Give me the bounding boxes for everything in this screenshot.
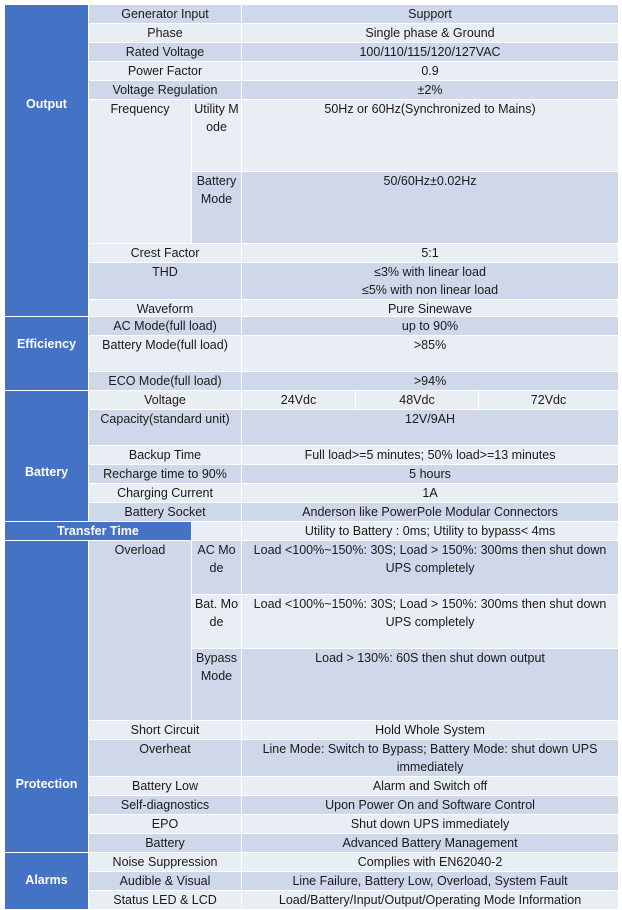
param-label: Capacity(standard unit) <box>89 410 242 446</box>
param-value: Pure Sinewave <box>242 300 619 319</box>
category-battery: Battery <box>5 391 89 522</box>
param-label: Charging Current <box>89 484 242 503</box>
param-label: Battery Mode(full load) <box>89 336 242 372</box>
param-label: Battery Low <box>89 777 242 796</box>
param-label: ECO Mode(full load) <box>89 372 242 391</box>
param-label: Overheat <box>89 740 242 777</box>
voltage-value-24: 24Vdc <box>242 391 356 410</box>
param-label: Waveform <box>89 300 242 319</box>
voltage-value-72: 72Vdc <box>479 391 619 410</box>
param-value: Full load>=5 minutes; 50% load>=13 minutes <box>242 446 619 465</box>
param-sublabel: Utility Mode <box>192 100 242 172</box>
param-label: Voltage Regulation <box>89 81 242 100</box>
category-efficiency: Efficiency <box>5 317 89 391</box>
category-protection: Protection <box>5 541 89 853</box>
thd-line-2: ≤5% with non linear load <box>361 283 499 297</box>
thd-line-1: ≤3% with linear load <box>374 265 486 279</box>
param-label: EPO <box>89 815 242 834</box>
param-label: Noise Suppression <box>89 853 242 872</box>
param-sublabel: Bypass Mode <box>192 649 242 721</box>
param-value: Upon Power On and Software Control <box>242 796 619 815</box>
param-label: Battery Socket <box>89 503 242 522</box>
param-label: Battery <box>89 834 242 853</box>
param-value: 50/60Hz±0.02Hz <box>242 172 619 244</box>
param-value: Utility to Battery : 0ms; Utility to bypass< 4ms <box>242 522 619 541</box>
param-value: Load <100%~150%: 30S; Load > 150%: 300ms then shut down UPS completely <box>242 595 619 649</box>
param-label: AC Mode(full load) <box>89 317 242 336</box>
param-label: Phase <box>89 24 242 43</box>
param-label: Short Circuit <box>89 721 242 740</box>
param-sublabel: AC Mode <box>192 541 242 595</box>
param-value: Load/Battery/Input/Output/Operating Mode Information <box>242 891 619 910</box>
param-value: 5:1 <box>242 244 619 263</box>
param-value: up to 90% <box>242 317 619 336</box>
param-label: Overload <box>89 541 192 721</box>
param-value: 50Hz or 60Hz(Synchronized to Mains) <box>242 100 619 172</box>
param-value: >85% <box>242 336 619 372</box>
param-label: THD <box>89 263 242 300</box>
param-value <box>242 263 619 300</box>
param-value: Anderson like PowerPole Modular Connectors <box>242 503 619 522</box>
spec-table <box>4 4 619 319</box>
param-value: 1A <box>242 484 619 503</box>
voltage-value-48: 48Vdc <box>356 391 479 410</box>
param-value: Advanced Battery Management <box>242 834 619 853</box>
param-label: Recharge time to 90% <box>89 465 242 484</box>
param-label: Backup Time <box>89 446 242 465</box>
param-label: Rated Voltage <box>89 43 242 62</box>
param-value: 100/110/115/120/127VAC <box>242 43 619 62</box>
param-label: Self-diagnostics <box>89 796 242 815</box>
category-output: Output <box>5 5 89 319</box>
param-value: Line Failure, Battery Low, Overload, System Fault <box>242 872 619 891</box>
param-value: 0.9 <box>242 62 619 81</box>
param-label: Frequency <box>89 100 192 244</box>
param-label: Generator Input <box>89 5 242 24</box>
param-value: Load > 130%: 60S then shut down output <box>242 649 619 721</box>
param-value: Hold Whole System <box>242 721 619 740</box>
param-value: >94% <box>242 372 619 391</box>
param-value: Line Mode: Switch to Bypass; Battery Mode: shut down UPS immediately <box>242 740 619 777</box>
param-sublabel: Bat. Mode <box>192 595 242 649</box>
spec-table-lower <box>4 316 619 910</box>
param-value: 12V/9AH <box>242 410 619 446</box>
category-alarms: Alarms <box>5 853 89 910</box>
param-value: Alarm and Switch off <box>242 777 619 796</box>
param-value: Support <box>242 5 619 24</box>
param-value: 5 hours <box>242 465 619 484</box>
param-value: Shut down UPS immediately <box>242 815 619 834</box>
param-label: Status LED & LCD <box>89 891 242 910</box>
param-sublabel: Battery Mode <box>192 172 242 244</box>
param-value: Single phase & Ground <box>242 24 619 43</box>
param-label: Power Factor <box>89 62 242 81</box>
param-value: Complies with EN62040-2 <box>242 853 619 872</box>
param-value: ±2% <box>242 81 619 100</box>
param-label: Audible & Visual <box>89 872 242 891</box>
param-label: Crest Factor <box>89 244 242 263</box>
category-transfer-time: Transfer Time <box>5 522 192 541</box>
param-label: Voltage <box>89 391 242 410</box>
param-value: Load <100%~150%: 30S; Load > 150%: 300ms then shut down UPS completely <box>242 541 619 595</box>
